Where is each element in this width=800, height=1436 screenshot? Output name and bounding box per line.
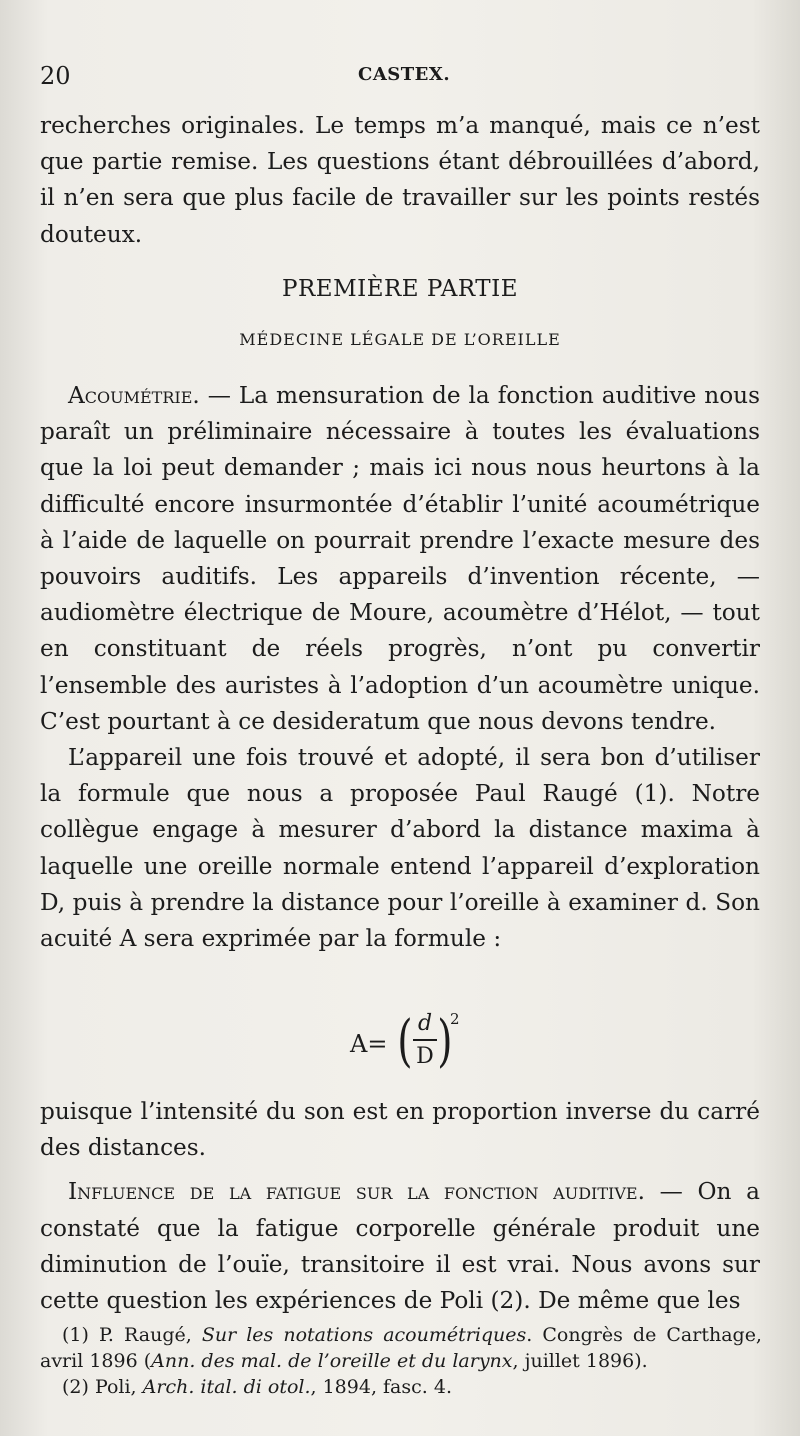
formula-intro-paragraph: L’appareil une fois trouvé et adopté, il sera bon d’utiliser la formule que nous a proposée Paul Raugé (1). Notre collègue engage à mesurer d’abord la distance maxima à laquelle une oreille normale entend l’appareil d’exploration D, puis à prendre la distance pour l’oreille à examiner d. Son acuité A sera exprimée par la formule :: [40, 744, 760, 953]
footnotes: [40, 1322, 762, 1400]
footnote-2-date: , 1894, fasc. 4.: [310, 1376, 452, 1398]
formula-close-paren: ): [437, 1009, 453, 1074]
fatigue-paragraph: [40, 1174, 760, 1319]
acoumetrie-section: [40, 378, 760, 957]
footnote-1-journal: Ann. des mal. de l’oreille et du larynx: [151, 1350, 513, 1372]
after-formula-text: puisque l’intensité du son est en proportion inverse du carré des distances.: [40, 1098, 760, 1162]
intro-text: recherches originales. Le temps m’a manqué, mais ce n’est que partie remise. Les questions étant débrouillées d’abord, il n’en sera que plus facile de travailler sur les points restés douteux.: [40, 112, 760, 248]
footnote-2-author: (2) Poli,: [62, 1376, 143, 1398]
part-title: PREMIÈRE PARTIE: [281, 276, 519, 302]
footnote-1-title: Sur les notations acoumétriques: [201, 1324, 527, 1346]
acoumetrie-paragraph: [40, 378, 760, 740]
footnote-1-author: (1) P. Raugé,: [62, 1324, 202, 1346]
formula-exponent: 2: [450, 1010, 460, 1028]
page-number: 20: [40, 62, 71, 90]
formula-denominator: D: [416, 1043, 434, 1069]
running-head: [40, 62, 760, 94]
fatigue-heading: Influence de la fatigue sur la fonction auditive.: [68, 1178, 645, 1206]
formula-numerator: d: [417, 1011, 433, 1036]
formula-fraction: [413, 1010, 437, 1071]
after-formula-section: [40, 1094, 760, 1319]
footnote-2: [40, 1374, 762, 1400]
formula-open-paren: (: [397, 1009, 413, 1074]
fraction-bar: [413, 1039, 437, 1041]
running-title: CASTEX.: [358, 64, 451, 85]
acoumetrie-heading: Acoumétrie.: [68, 382, 200, 409]
footnote-1: [40, 1322, 762, 1374]
acoumetrie-text: — La mensuration de la fonction auditive nous paraît un préliminaire nécessaire à toutes les évaluations que la loi peut demander ; mais ici nous nous heurtons à la difficulté encore insurmontée d’établir l’unité acoumétrique à l’aide de laquelle on pourrait prendre l’exacte mesure des pouvoirs auditifs. Les appareils d’invention récente, — audiomètre électrique de Moure, acoumètre d’Hélot, — tout en constituant de réels progrès, n’ont pu convertir l’ensemble des auristes à l’adoption d’un acoumètre unique. C’est pourtant à ce desideratum que nous devons tendre.: [40, 382, 760, 735]
footnote-1-venue: . Congrès de Carthage, avril 1896 (: [40, 1324, 762, 1372]
section-title: MÉDECINE LÉGALE DE L’OREILLE: [239, 330, 561, 349]
intro-paragraph: [40, 108, 760, 253]
footnote-1-date: , juillet 1896).: [512, 1350, 648, 1372]
fatigue-text: — On a constaté que la fatigue corporelle générale produit une diminution de l’ouïe, transitoire il est vrai. Nous avons sur cette question les expériences de Poli (2). De même que les: [40, 1178, 760, 1315]
footnote-2-journal: Arch. ital. di otol.: [142, 1376, 311, 1398]
formula-lhs: A=: [350, 1030, 388, 1058]
